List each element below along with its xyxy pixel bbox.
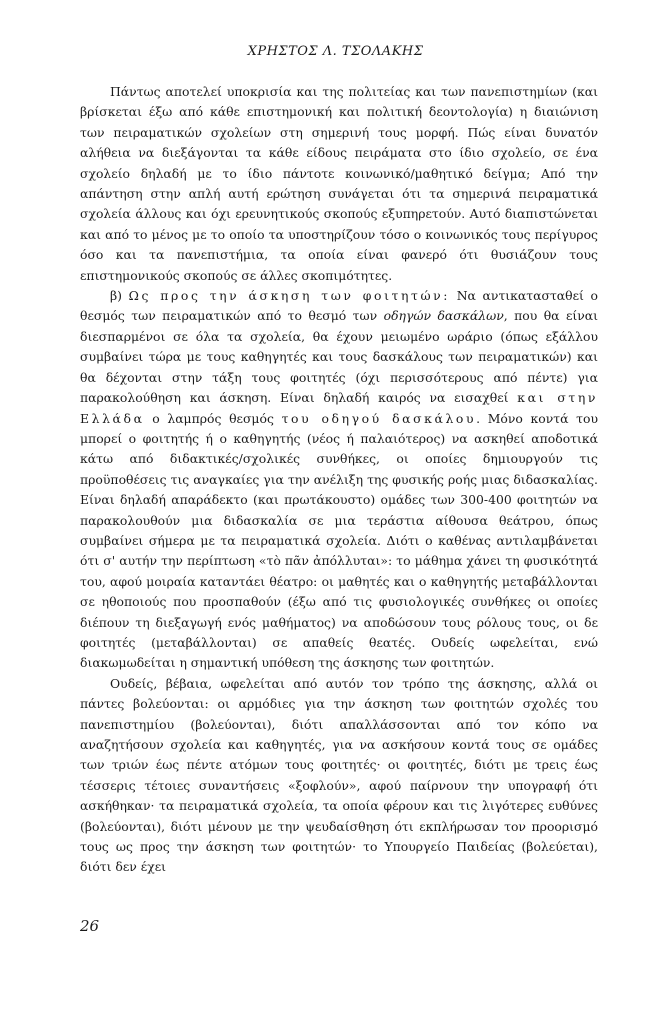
list-label: β) xyxy=(110,288,122,304)
running-header: ΧΡΗΣΤΟΣ Λ. ΤΣΟΛΑΚΗΣ xyxy=(247,44,424,59)
text-run: . Μόνο κοντά του μπορεί ο φοιτητής ή ο καθηγητής (νέος ή παλαιότερος) να ασκηθεί αποδοτικά κάτω από διδακτικές/σχολικές συνθήκες, οι οποίες δημιουργούν τις προϋποθέσεις τις αναγκαίες για την ανέλιξη της φυσικής ροής μιας διδασκαλίας. Είναι δηλαδή απαράδεκτο (και πρωτάκουστο) ομάδες των 300-400 φοιτητών να παρακολουθούν μια διδασκαλία σε μια τεράστια αίθουσα θεάτρου, όπως συμβαίνει σήμερα με τα πειραματικά σχολεία. Διότι ο καθένας αντιλαμβάνεται ότι σ' αυτήν την περίπτωση «τὸ πᾶν ἀπόλλυται»: το μάθημα χάνει τη φυσικότητά του, αφού μοιραία καταντάει θέατρο: οι μαθητές και ο καθηγητής μεταβάλλονται σε ηθοποιούς που προσπαθούν (έξω από τις φυσιολογικές συνθήκες οι οποίες διέπουν τη διεξαγωγή ενός μαθήματος) να αποδώσουν τους ρόλους τους, οι δε φοιτητές (μεταβάλλονται) σε απαθείς θεατές. Ουδείς ωφελείται, ενώ διακωμωδείται η σημαντική υπόθεση της άσκησης των φοιτητών. xyxy=(80,410,599,671)
paragraph-3: Ουδείς, βέβαια, ωφελείται από αυτόν τον τρόπο της άσκησης, αλλά οι πάντες βολεύονται: οι αρμόδιες για την άσκηση των φοιτητών σχολές του πανεπιστημίου (βολεύονται), διότι απαλλάσσονται από τον κόπο να αναζητήσουν σχολεία και καθηγητές, για να ασκήσουν κοντά τους σε ομάδες των τριών έως πέντε ατόμων τους φοιτητές· οι φοιτητές, διότι με τρεις έως τέσσερις τέτοιες συναντήσεις «ξοφλούν», αφού παίρνουν την υπογραφή ότι ασκήθηκαν· τα πειραματικά σχολεία, τα οποία φέρουν και τις λιγότερες ευθύνες (βολεύονται), διότι μένουν με την ψευδαίσθηση ότι εκπλήρωσαν τον προορισμό τους ως προς την άσκηση των φοιτητών· το Υπουργείο Παιδείας (βολεύεται), διότι δεν έχει xyxy=(80,675,598,875)
body-text xyxy=(80,82,598,878)
emphasis-spaced: του οδηγού δασκάλου xyxy=(281,410,477,426)
paragraph-2 xyxy=(80,286,598,674)
paragraph-1: Πάντως αποτελεί υποκρισία και της πολιτείας και των πανεπιστημίων (και βρίσκεται έξω από κάθε επιστημονική και πολιτική δεοντολογία) η διαιώνιση των πειραματικών σχολείων στη σημερινή τους μορφή. Πώς είναι δυνατόν αλήθεια να διεξάγονται τα κάθε είδους πειράματα στο ίδιο σχολείο, σε ένα σχολείο δηλαδή με το ίδιο πάντοτε κοινωνικό/μαθητικό δείγμα; Από την απάντηση στην απλή αυτή ερώτηση συνάγεται ότι τα σημερινά πειραματικά σχολεία άλλους και όχι ερευνητικούς σκοπούς εξυπηρετούν. Αυτό διαπιστώνεται και από το μένος με το οποίο τα υποστηρίζουν τόσο ο κοινωνικός τους περίγυρος όσο και τα πανεπιστήμια, τα οποία είναι φανερό ότι θυσιάζουν τους επιστημονικούς σκοπούς σε άλλες σκοπιμότητες. xyxy=(80,84,598,283)
emphasis-spaced: και στην Ελλάδα xyxy=(80,390,598,426)
page-number: 26 xyxy=(80,917,100,935)
text-run: Να αντικατασταθεί ο θεσμός των πειραματικών από το θεσμό των xyxy=(80,288,598,324)
text-run: , που θα είναι διεσπαρμένοι σε όλα τα σχολεία, θα έχουν μειωμένο ωράριο (όπως εξάλλου συμβαίνει τώρα με τους καθηγητές και τους δασκάλους των πειραματικών) και θα δέχονται στην τάξη τους φοιτητές (όχι περισσότερους από πέντε) για παρακολούθηση και άσκηση. Είναι δηλαδή καιρός να εισαχθεί xyxy=(80,308,599,406)
section-heading: Ως προς την άσκηση των φοιτητών: xyxy=(128,288,451,304)
text-run: ο λαμπρός θεσμός xyxy=(144,410,282,426)
italic-term: οδηγών δασκάλων xyxy=(383,308,504,324)
